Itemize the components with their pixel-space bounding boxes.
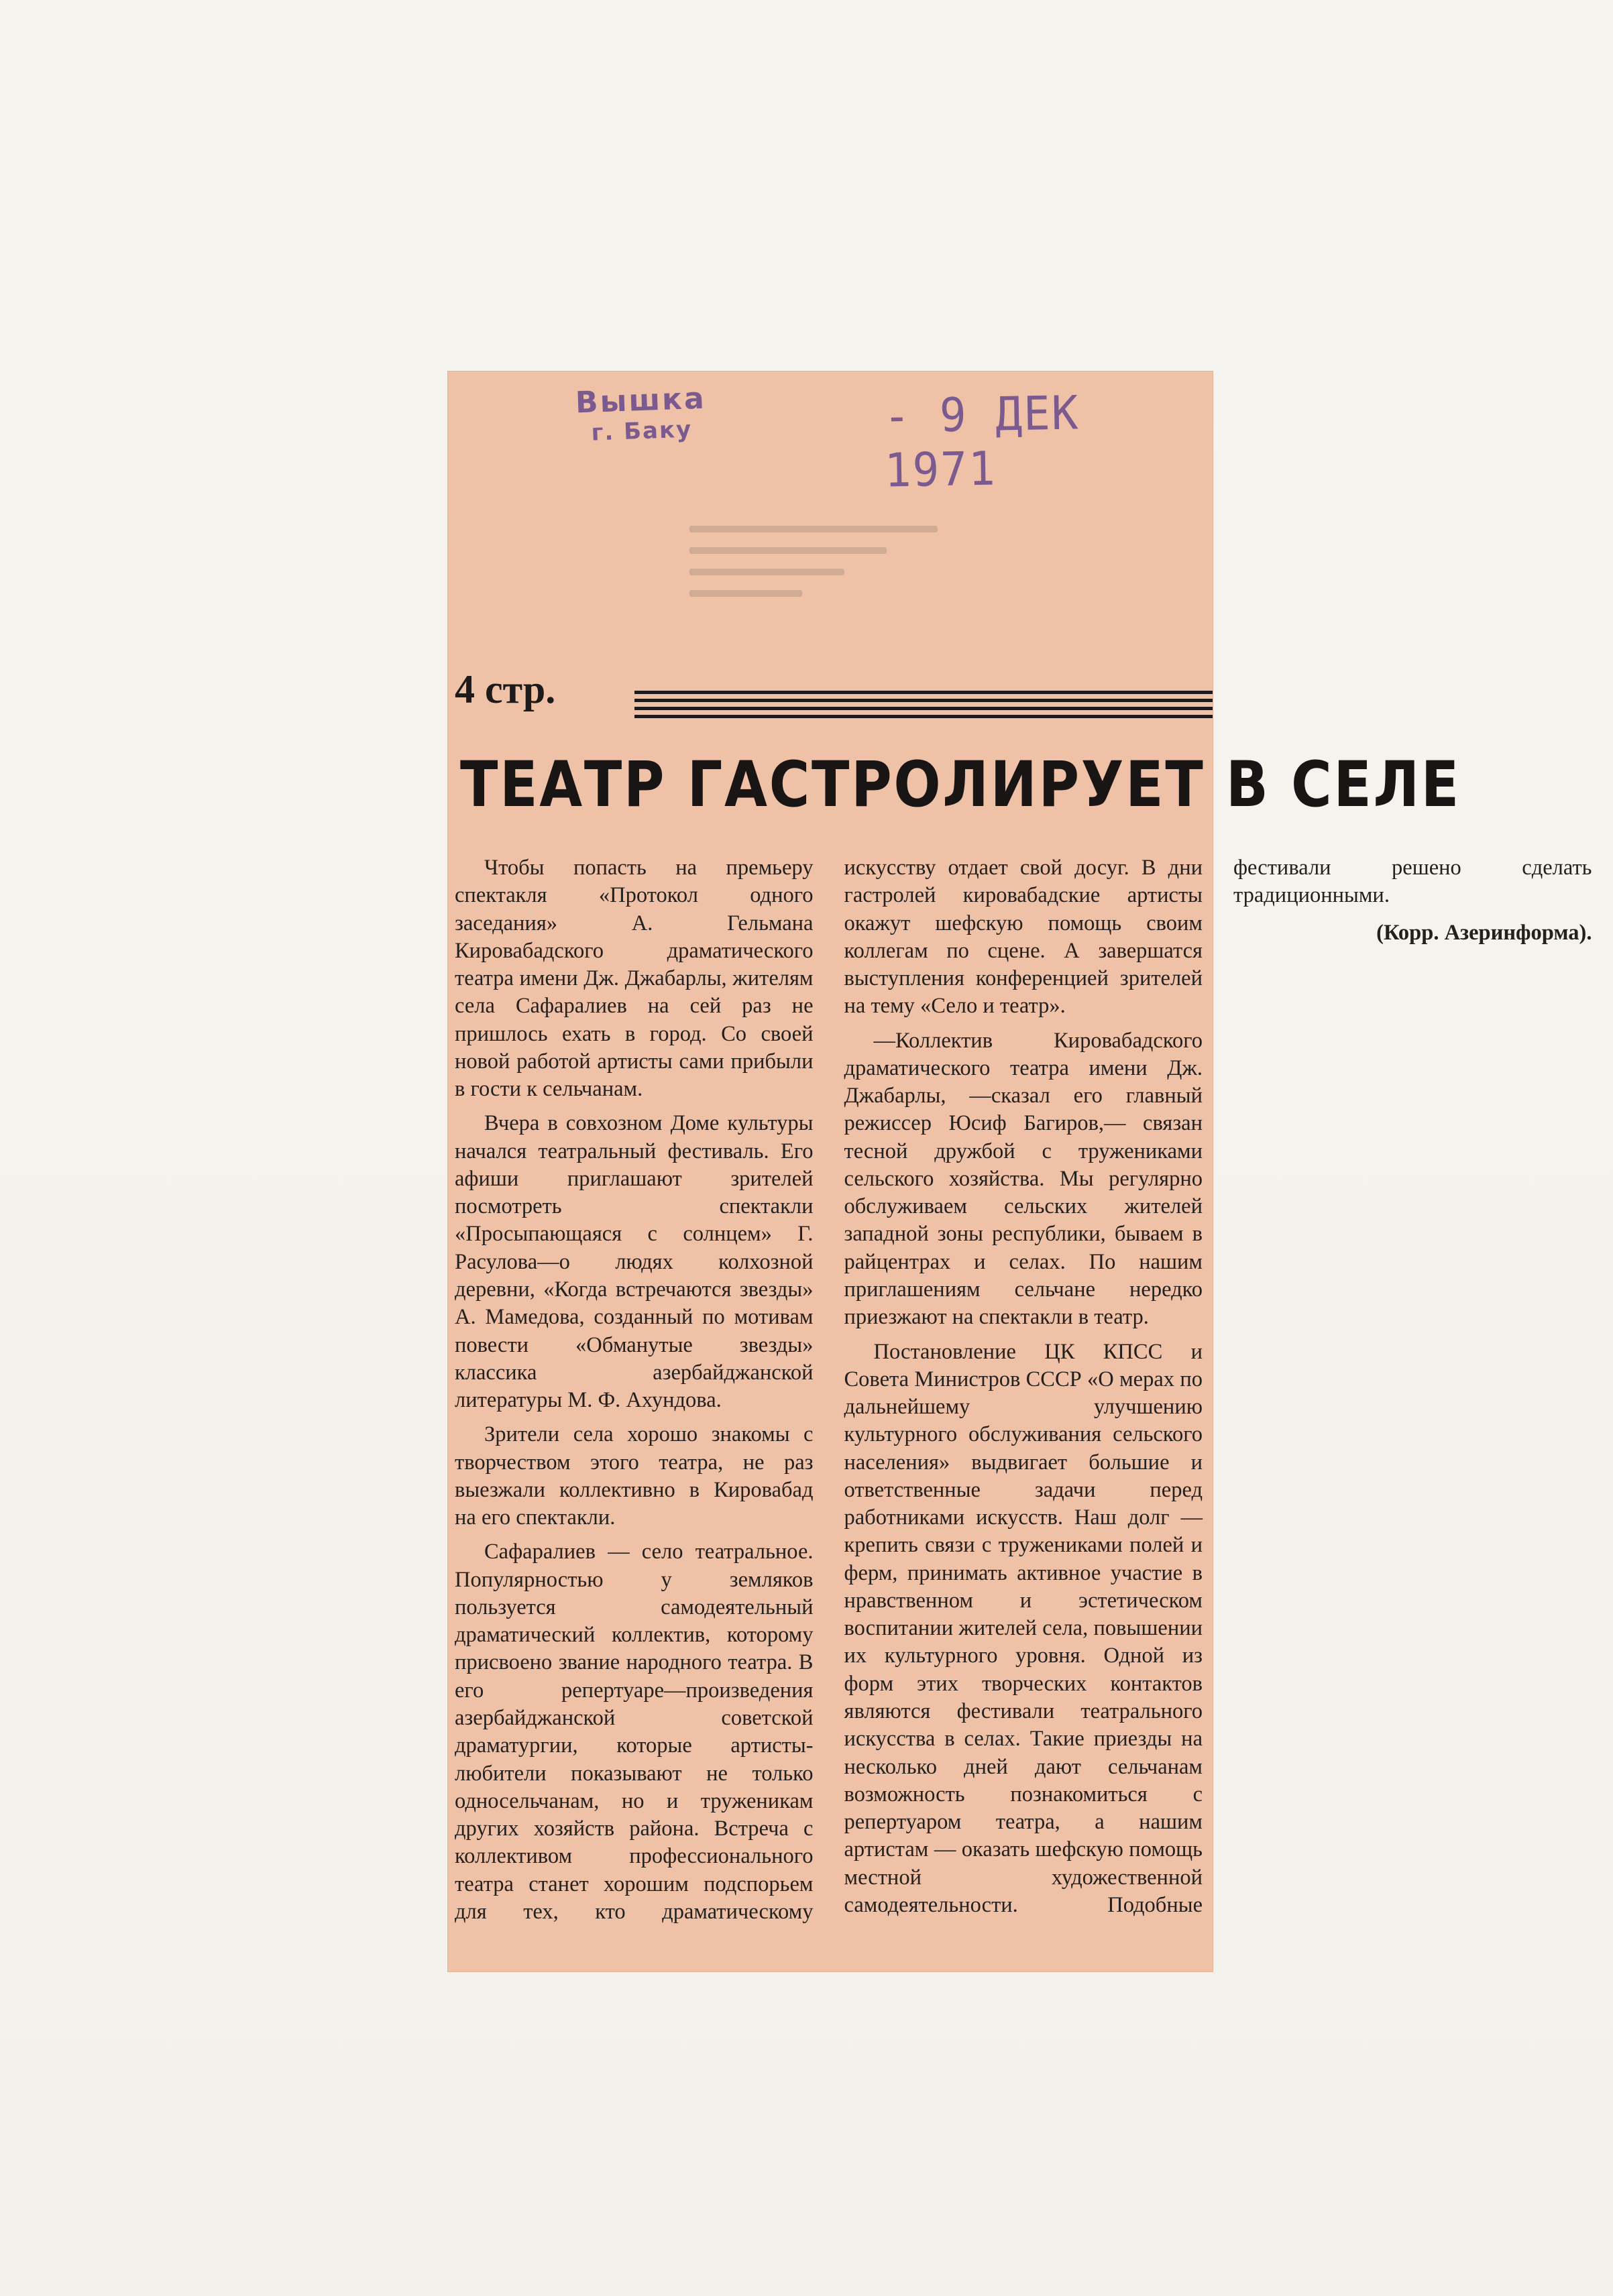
article-paragraph: Сафаралиев — село театральное. Популярностью у земляков пользуется самодеятельный драматический коллектив, которому присвоено звание народного театра. В его репертуаре—произведения азербайджанской советской драматургии, которые артисты-любители показывают не только односельчанам, но и труженикам других хозяйств района. Встреча с коллективом профессионального театра станет хорошим подспорьем для тех, кто драматическому искусству отдает свой досуг. В дни гастролей кировабадские артисты окажут шефскую помощь своим коллегам по сцене. А завершатся выступления конференцией зрителей на тему «Село и театр». bbox=[455, 856, 1203, 1924]
date-stamp: - 9 ДЕК 1971 bbox=[883, 386, 1080, 498]
article-paragraph: Постановление ЦК КПСС и Совета Министров СССР «О мерах по дальнейшему улучшению культурного обслуживания сельского населения» выдвигает большие и ответственные задачи перед работниками искусств. Наш долг — крепить связи с тружениками полей и ферм, принимать активное участие в нравственном и эстетическом воспитании жителей села, повышении их культурного уровня. Одной из форм этих творческих контактов являются фестивали театрального искусства в селах. Такие приезды на несколько дней дают сельчанам возможность познакомиться с репертуаром театра, а нашим артистам — оказать шефскую помощь местной художественной самодеятельности. Подобные фестивали решено сделать традиционными. bbox=[844, 856, 1592, 1917]
article-paragraph: —Коллектив Кировабадского драматического театра имени Дж. Джабарлы, —сказал его главный режиссер Юсиф Багиров,— связан тесной дружбой с тружениками сельского хозяйства. Мы регулярно обслуживаем сельских жителей западной зоны республики, бываем в райцентрах и селах. По нашим приглашениям сельчане нередко приезжают на спектакли в театр. bbox=[844, 1028, 1203, 1330]
headline: ТЕАТР ГАСТРОЛИРУЕТ В СЕЛЕ bbox=[460, 748, 1461, 821]
article-paragraph: Зрители села хорошо знакомы с творчеством этого театра, не раз выезжали коллективно в Кировабад на его спектакли. bbox=[455, 1422, 814, 1530]
publication-stamp bbox=[540, 380, 743, 448]
page-label: 4 стр. bbox=[455, 667, 556, 711]
newspaper-clipping bbox=[448, 371, 1592, 1971]
article-paragraph: Вчера в совхозном Доме культуры начался театральный фестиваль. Его афиши приглашают зрителей посмотреть спектакли «Просыпающаяся с солнцем» Г. Расулова—о людях колхозной деревни, «Когда встречаются звезды» А. Мамедова, созданный по мотивам повести «Обманутые звезды» классика азербайджанской литературы М. Ф. Ахундова. bbox=[455, 1111, 814, 1413]
signature: (Корр. Азеринформа). bbox=[1376, 920, 1592, 945]
article-paragraph: Чтобы попасть на премьеру спектакля «Протокол одного заседания» А. Гельмана Кировабадского драматического театра имени Дж. Джабарлы, жителям села Сафаралиев на сей раз не пришлось ехать в город. Со своей новой работой артисты сами прибыли в гости к сельчанам. bbox=[455, 856, 814, 1102]
stamp-city: г. Баку bbox=[590, 416, 693, 447]
stamp-publication: Вышка bbox=[575, 381, 707, 420]
header-rules bbox=[634, 691, 1213, 723]
article-body bbox=[455, 854, 1592, 1944]
show-through-print bbox=[689, 526, 971, 646]
